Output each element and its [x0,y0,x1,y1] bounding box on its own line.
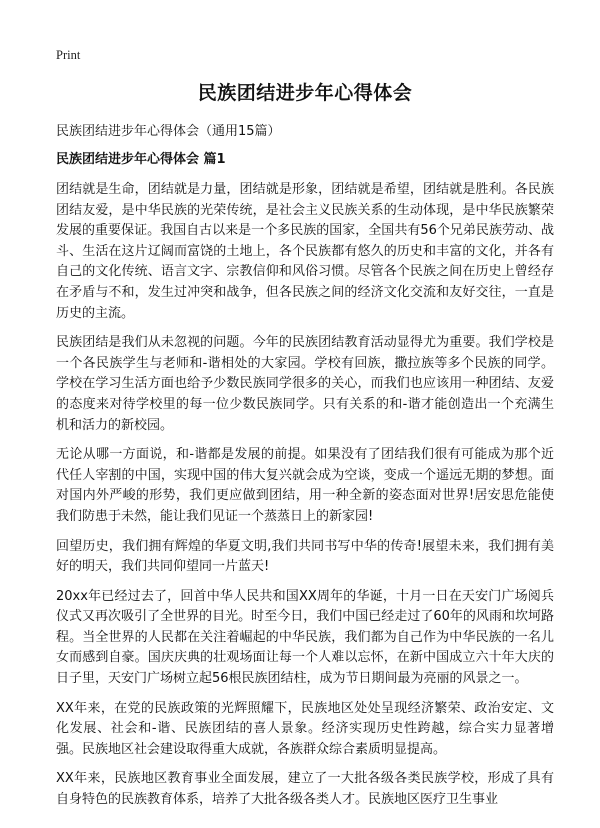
paragraph: 团结就是生命，团结就是力量，团结就是形象，团结就是希望，团结就是胜利。各民族 团结友爱，是中华民族的光荣传统，是社会主义民族关系的生动体现，是中华民族繁荣发展的重要保证。我国自古以来是一个多民族的国家，全国共有56个兄弟民族劳动、战斗、生活在这片辽阔而富饶的土地上，各个民族都有悠久的历史和丰富的文化，并各有自己的文化传统、语言文字、宗教信仰和风俗习惯。尽管各个民族之间在历史上曾经存在矛盾与不和，发生过冲突和战争，但各民族之间的经济文化交流和友好交往，一直是历史的主流。 [56,182,554,321]
section-heading: 民族团结进步年心得体会 篇1 [56,152,226,167]
page-title: 民族团结进步年心得体会 [197,82,413,104]
paragraph: XX年来，在党的民族政策的光辉照耀下，民族地区处处呈现经济繁荣、政治安定、文化发展、社会和-谐、民族团结的喜人景象。经济实现历史性跨越，综合实力显著增强。民族地区社会建设取得重大成就，各族群众综合素质明显提高。 [56,700,554,757]
document-subtitle: 民族团结进步年心得体会（通用15篇） [56,124,281,139]
print-link[interactable]: Print [56,48,81,62]
paragraph: XX年来，民族地区教育事业全面发展，建立了一大批各级各类民族学校，形成了具有自身特色的民族教育体系，培养了大批各级各类人才。民族地区医疗卫生事业 [56,771,554,808]
paragraph: 民族团结是我们从未忽视的问题。今年的民族团结教育活动显得尤为重要。我们学校是一个各民族学生与老师和-谐相处的大家园。学校有回族，撒拉族等多个民族的同学。学校在学习生活方面也给予少数民族同学很多的关心，而我们也应该用一种团结、友爱的态度来对待学校里的每一位少数民族同学。只有关系的和-谐才能创造出一个充满生机和活力的新校园。 [56,335,554,433]
paragraph: 20xx年已经过去了，回首中华人民共和国XX周年的华诞，十月一日在天安门广场阅兵仪式又再次吸引了全世界的目光。时至今日，我们中国已经走过了60年的风雨和坎坷路程。当全世界的人民都在关注着崛起的中华民族，我们都为自己作为中华民族的一名儿女而感到自豪。国庆庆典的壮观场面让每一个人难以忘怀，在新中国成立六十年大庆的日子里，天安门广场树立起56根民族团结柱，成为节日期间最为亮丽的风景之一。 [56,588,554,687]
article-body [56,180,554,811]
paragraph: 回望历史，我们拥有辉煌的华夏文明,我们共同书写中华的传奇!展望未来，我们拥有美好的明天，我们共同仰望同一片蓝天! [56,538,554,575]
paragraph: 无论从哪一方面说，和-谐都是发展的前提。如果没有了团结我们很有可能成为那个近代任人宰割的中国，实现中国的伟大复兴就会成为空谈，变成一个遥远无期的梦想。面对国内外严峻的形势，我们更应做到团结，用一种全新的姿态面对世界!居安思危能使我们防患于未然，能让我们见证一个蒸蒸日上的新家园! [56,447,554,524]
